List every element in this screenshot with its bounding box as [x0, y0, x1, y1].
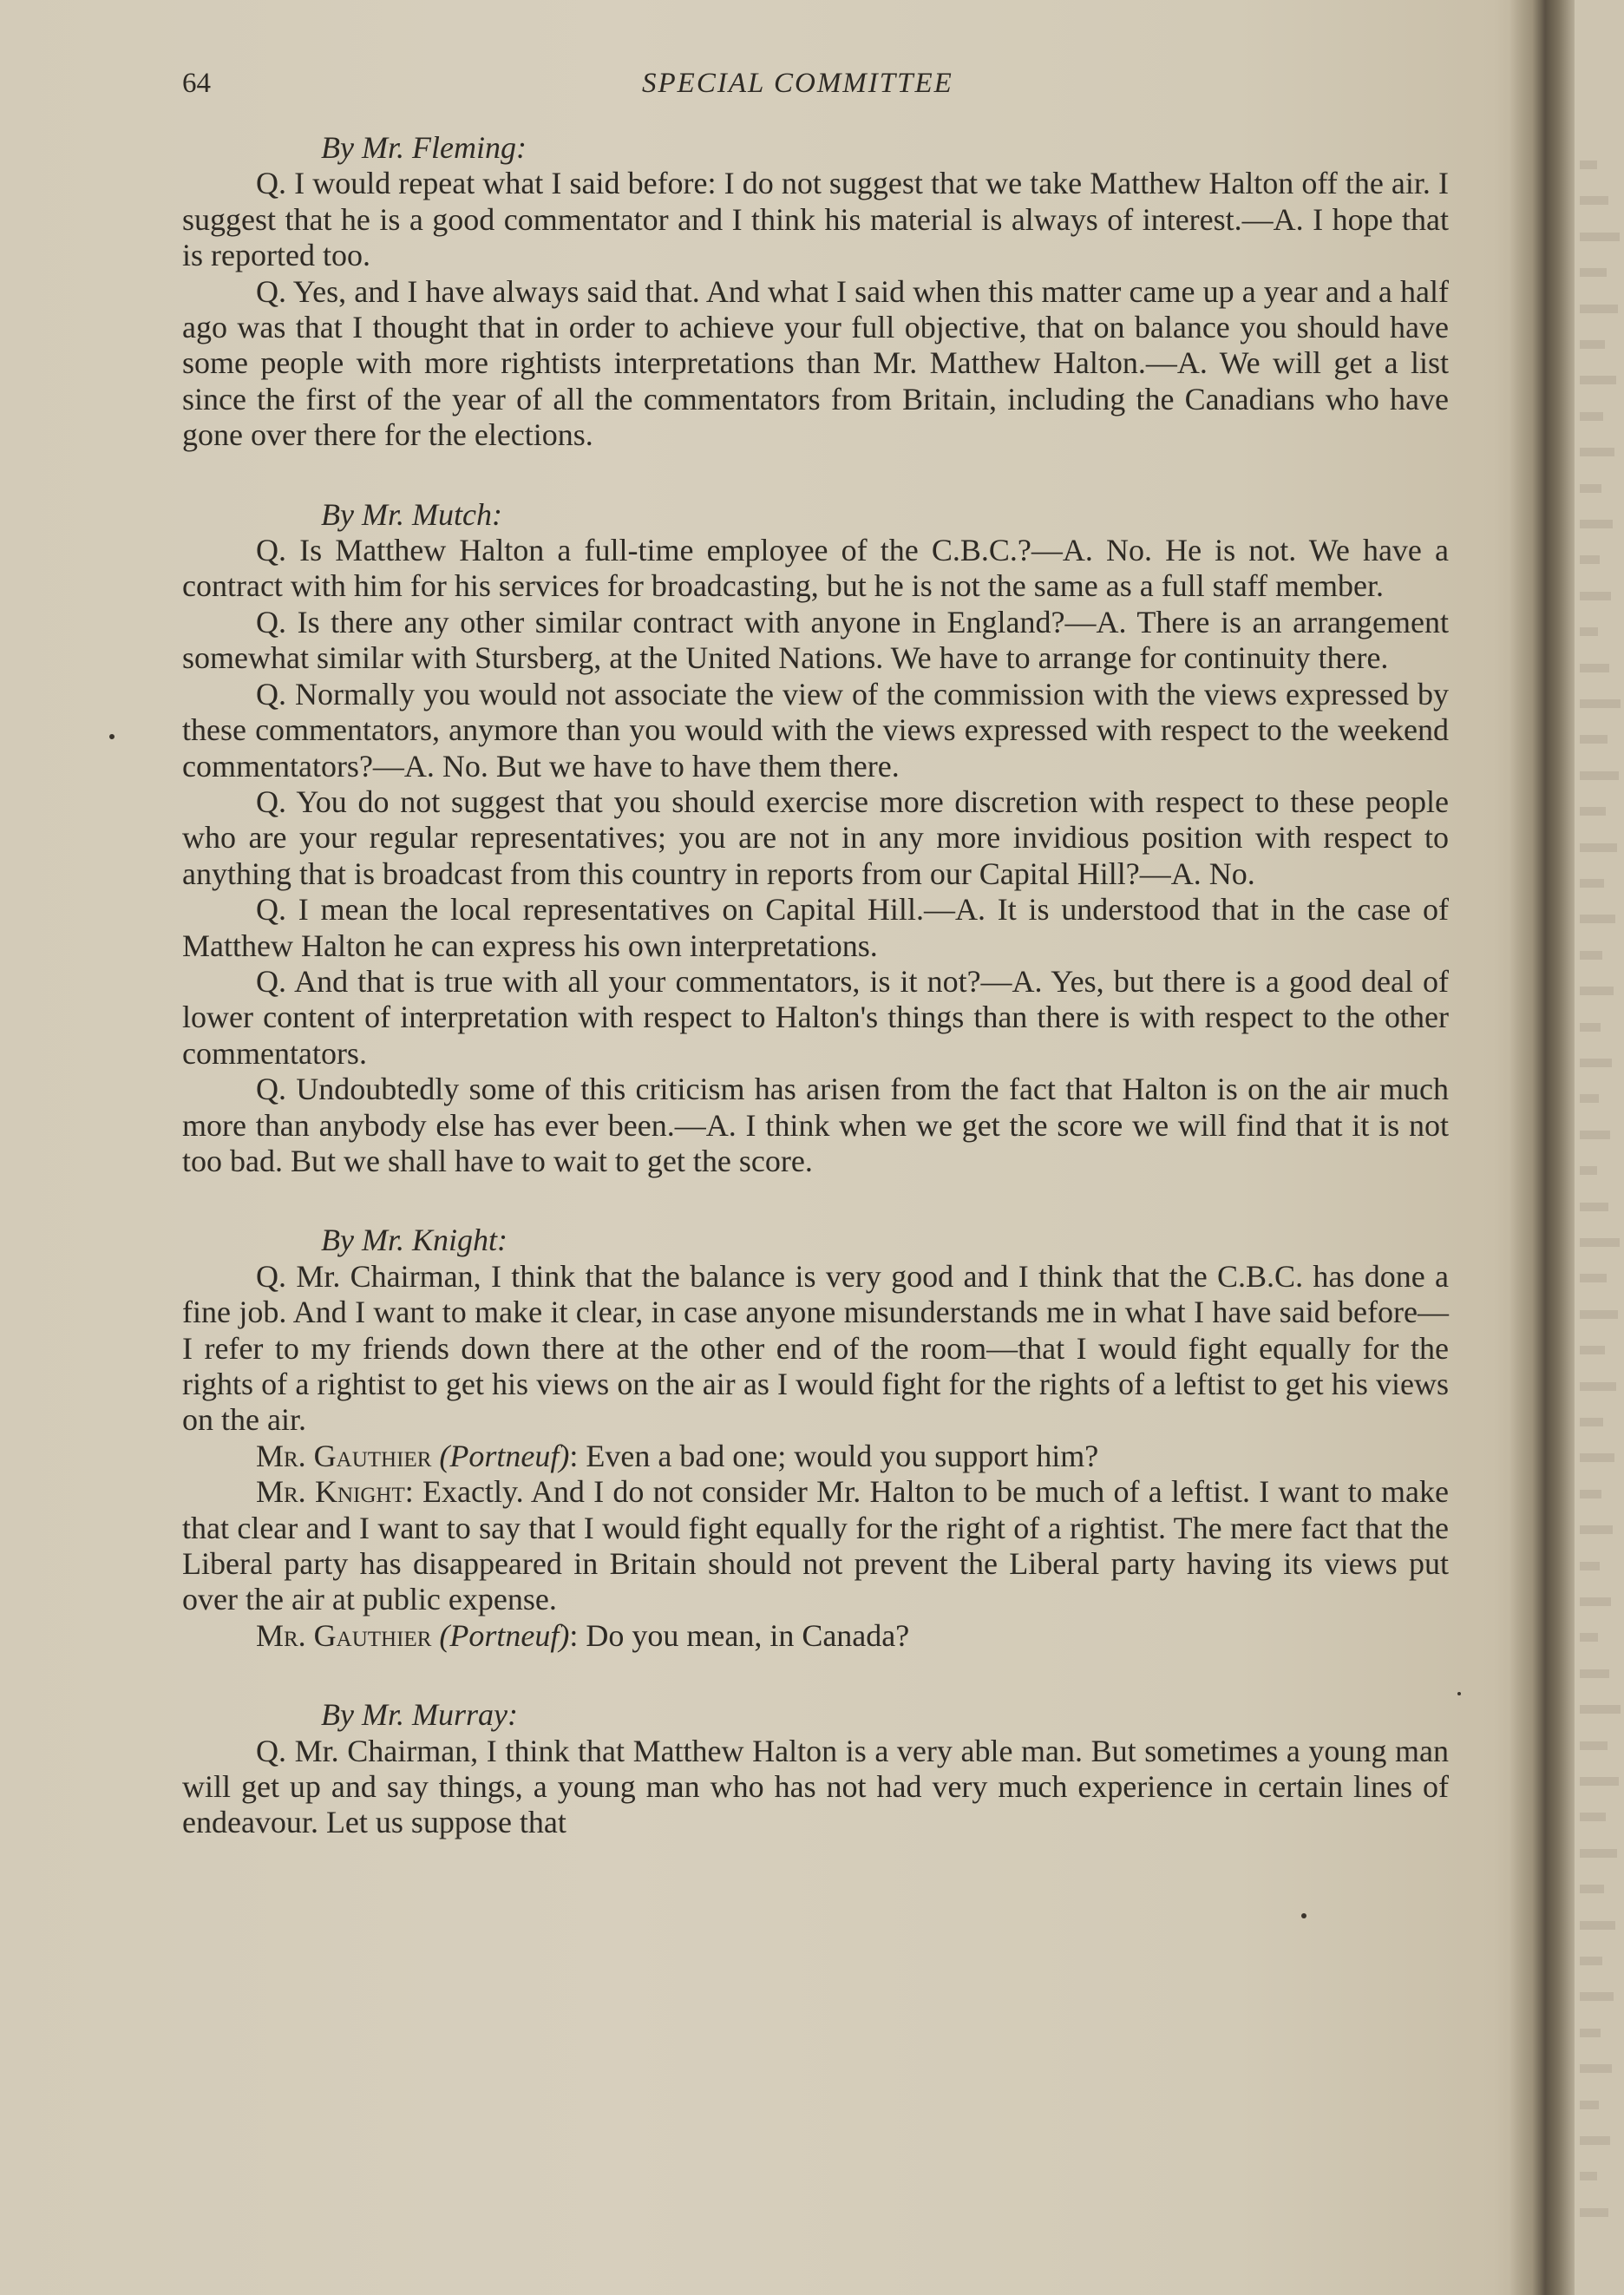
member-statement: [182, 1439, 1449, 1474]
member-riding: (Portneuf): [439, 1438, 570, 1473]
facing-page-ghost-line: [1580, 305, 1618, 313]
facing-page-ghost-line: [1580, 1705, 1621, 1714]
facing-page-ghost-line: [1580, 592, 1611, 600]
speaker-heading: By Mr. Knight:: [321, 1223, 508, 1258]
facing-page-ghost-line: [1580, 1525, 1613, 1534]
facing-page-ghost-line: [1580, 1669, 1609, 1678]
member-name: Mr. Gauthier: [256, 1617, 432, 1653]
facing-page-ghost-line: [1580, 1490, 1601, 1498]
member-riding: (Portneuf): [439, 1617, 570, 1653]
question-paragraph: Q. Is Matthew Halton a full-time employee of the C.B.C.?—A. No. He is not. We have a contract with him for his services for broadcasting, but he is not the same as a full staff member.: [182, 533, 1449, 604]
facing-page-ghost-line: [1580, 1562, 1600, 1570]
member-name: Mr. Gauthier: [256, 1438, 432, 1473]
facing-page-ghost-line: [1580, 1023, 1601, 1032]
page-number: 64: [182, 68, 211, 99]
book-gutter-shadow: [1509, 0, 1575, 2295]
facing-page-ghost-line: [1580, 1346, 1605, 1354]
facing-page-ghost-line: [1580, 1597, 1611, 1606]
facing-page-ghost-line: [1580, 627, 1598, 636]
facing-page-ghost-line: [1580, 2208, 1608, 2217]
facing-page-ghost-line: [1580, 1633, 1598, 1642]
facing-page-ghost-line: [1580, 1957, 1602, 1965]
facing-page-ghost-line: [1580, 1849, 1617, 1858]
facing-page-edge: [1575, 0, 1624, 2295]
facing-page-ghost-line: [1580, 664, 1609, 672]
statement-text: : Exactly. And I do not consider Mr. Halton to be much of a leftist. I want to make that clear and I want to say that I would fight equally for the right of a rightist. The mere fact that the Liberal party has disappeared in Britain should not prevent the Liberal party having its views put over the air at public expense.: [182, 1474, 1449, 1617]
facing-page-ghost-line: [1580, 1274, 1607, 1282]
dust-speck: [1457, 1692, 1461, 1695]
facing-page-ghost-line: [1580, 1166, 1597, 1175]
question-paragraph: Q. Yes, and I have always said that. And what I said when this matter came up a year and a half ago was that I thought that in order to achieve your full objective, that on balance you should have some people with more rightists interpretations than Mr. Matthew Halton.—A. We will get a list since the first of the year of all the commentators from Britain, including the Canadians who have gone over there for the elections.: [182, 273, 1449, 453]
question-paragraph: Q. You do not suggest that you should exercise more discretion with respect to these people who are your regular representatives; you are not in any more invidious position with respect to anything that is broadcast from this country in reports from our Capital Hill?—A. No.: [182, 784, 1449, 891]
dust-speck: [1301, 1913, 1306, 1918]
facing-page-ghost-line: [1580, 268, 1607, 277]
facing-page-ghost-line: [1580, 1203, 1608, 1211]
facing-page-ghost-line: [1580, 1813, 1606, 1821]
facing-page-ghost-line: [1580, 412, 1603, 421]
facing-page-ghost-line: [1580, 1921, 1615, 1930]
facing-page-ghost-line: [1580, 1238, 1620, 1247]
facing-page-ghost-line: [1580, 915, 1615, 923]
facing-page-ghost-line: [1580, 196, 1608, 205]
question-paragraph: Q. I would repeat what I said before: I do not suggest that we take Matthew Halton off the air. I suggest that he is a good commentator and I think his material is always of interest.—A. I hope that is reported too.: [182, 166, 1449, 273]
question-paragraph: Q. Mr. Chairman, I think that Matthew Halton is a very able man. But sometimes a young man will get up and say things, a young man who has not had very much experience in certain lines of endeavour. Let us suppose that: [182, 1733, 1449, 1840]
facing-page-ghost-line: [1580, 1741, 1608, 1750]
speaker-heading: By Mr. Fleming:: [321, 130, 527, 165]
facing-page-ghost-line: [1580, 376, 1616, 384]
question-paragraph: Q. I mean the local representatives on Capital Hill.—A. It is understood that in the case of Matthew Halton he can express his own interpretations.: [182, 892, 1449, 963]
facing-page-ghost-line: [1580, 843, 1617, 852]
facing-page-ghost-line: [1580, 1059, 1612, 1067]
facing-page-ghost-line: [1580, 1382, 1616, 1391]
facing-page-ghost-line: [1580, 1418, 1603, 1426]
question-paragraph: Q. Mr. Chairman, I think that the balance is very good and I think that the C.B.C. has done a fine job. And I want to make it clear, in case anyone misunderstands me in what I have said before—I refer to my friends down there at the other end of the room—that I would fight equally for the rights of a rightist to get his views on the air as I would fight for the rights of a leftist to get his views on the air.: [182, 1258, 1449, 1438]
member-statement: [182, 1474, 1449, 1618]
page-header: [182, 68, 1449, 111]
facing-page-ghost-line: [1580, 1777, 1619, 1786]
statement-text: : Even a bad one; would you support him?: [569, 1438, 1099, 1473]
facing-page-ghost-line: [1580, 2136, 1610, 2145]
member-statement: [182, 1618, 1449, 1654]
facing-page-ghost-line: [1580, 2064, 1612, 2073]
facing-page-ghost-line: [1580, 1310, 1618, 1319]
facing-page-ghost-line: [1580, 771, 1619, 780]
facing-page-ghost-line: [1580, 2029, 1601, 2037]
statement-text: : Do you mean, in Canada?: [569, 1617, 910, 1653]
facing-page-ghost-line: [1580, 1885, 1604, 1893]
question-paragraph: Q. And that is true with all your commentators, is it not?—A. Yes, but there is a good deal of lower content of interpretation with respect to Halton's things than there is with respect to the other commentators.: [182, 963, 1449, 1071]
facing-page-ghost-line: [1580, 161, 1597, 169]
facing-page-ghost-line: [1580, 987, 1614, 995]
facing-page-ghost-line: [1580, 520, 1613, 528]
facing-page-ghost-line: [1580, 879, 1604, 888]
member-name: Mr. Knight: [256, 1474, 405, 1510]
facing-page-ghost-line: [1580, 484, 1601, 493]
running-title: SPECIAL COMMITTEE: [642, 68, 953, 99]
facing-page-ghost-line: [1580, 1453, 1614, 1462]
facing-page-ghost-line: [1580, 1131, 1610, 1139]
facing-page-ghost-line: [1580, 448, 1614, 456]
speaker-heading: By Mr. Murray:: [321, 1697, 518, 1733]
facing-page-ghost-line: [1580, 699, 1621, 708]
question-paragraph: Q. Normally you would not associate the view of the commission with the views expressed by these commentators, anymore than you would with the views expressed with respect to the weekend commentators?—A. No. But we have to have them there.: [182, 676, 1449, 784]
facing-page-ghost-line: [1580, 1094, 1599, 1103]
facing-page-ghost-line: [1580, 735, 1608, 744]
facing-page-ghost-line: [1580, 951, 1602, 960]
facing-page-ghost-line: [1580, 807, 1606, 816]
question-paragraph: Q. Is there any other similar contract with anyone in England?—A. There is an arrangement somewhat similar with Stursberg, at the United Nations. We have to arrange for continuity there.: [182, 604, 1449, 676]
facing-page-ghost-line: [1580, 2101, 1599, 2109]
question-paragraph: Q. Undoubtedly some of this criticism has arisen from the fact that Halton is on the air much more than anybody else has ever been.—A. I think when we get the score we will find that it is not too bad. But we shall have to wait to get the score.: [182, 1072, 1449, 1178]
facing-page-ghost-line: [1580, 233, 1620, 241]
facing-page-ghost-line: [1580, 2172, 1597, 2180]
page-body: [182, 130, 1449, 1841]
facing-page-ghost-line: [1580, 340, 1605, 349]
speaker-heading: By Mr. Mutch:: [321, 496, 502, 532]
facing-page-ghost-line: [1580, 1992, 1614, 2001]
facing-page-ghost-line: [1580, 555, 1600, 564]
dust-speck: [109, 734, 115, 739]
